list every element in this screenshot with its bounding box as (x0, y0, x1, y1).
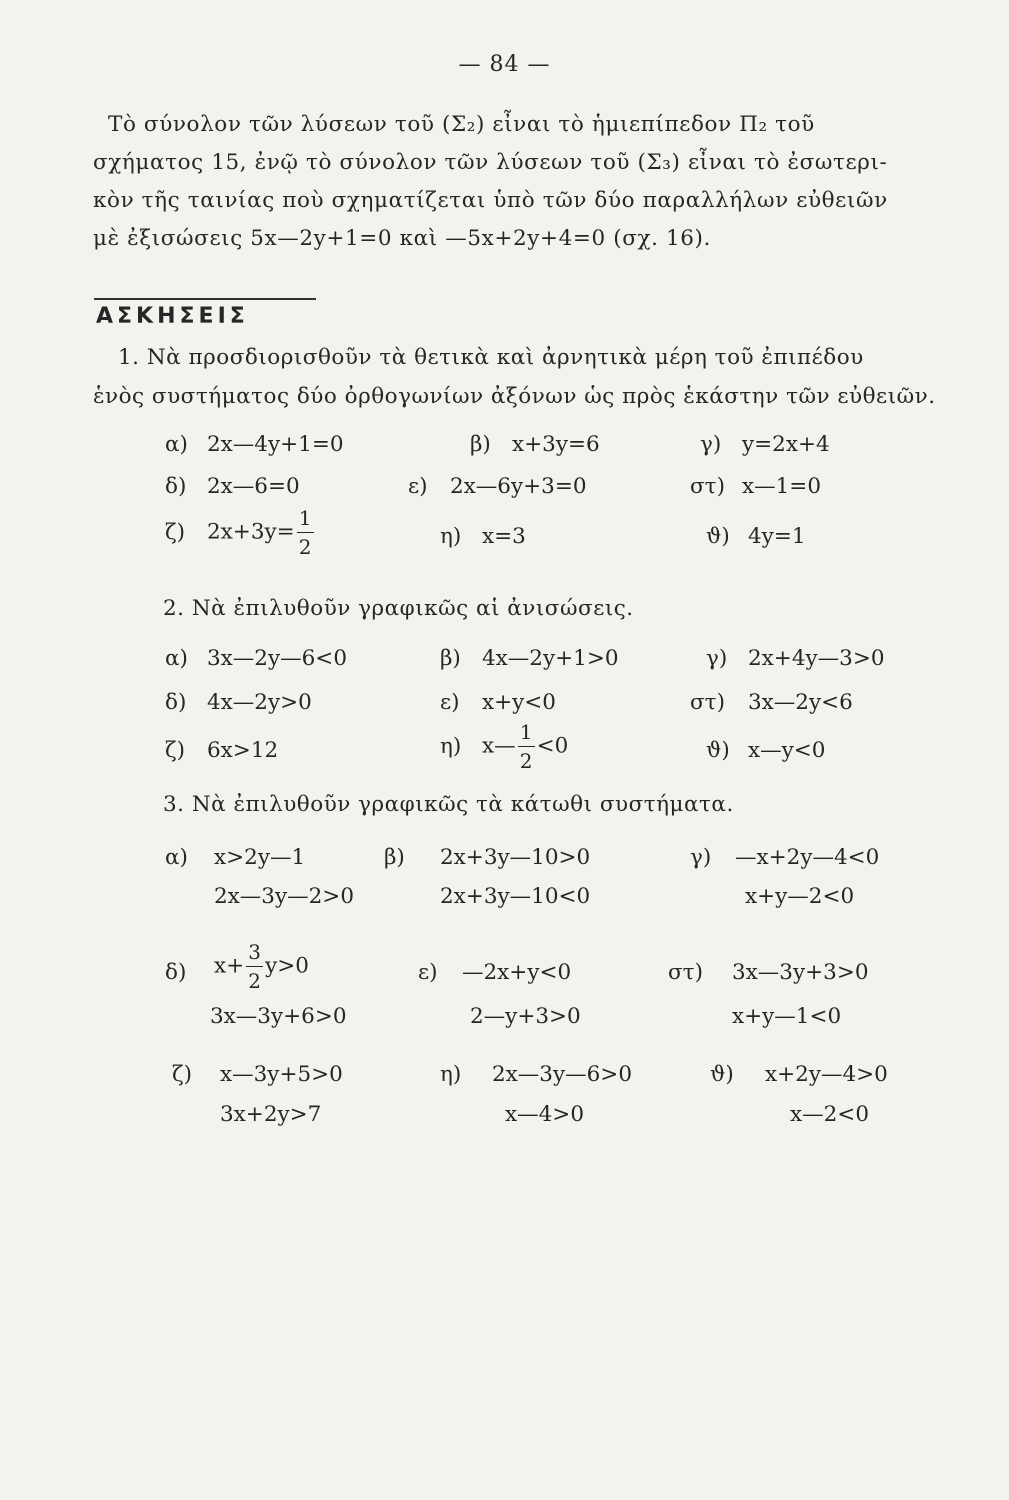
ex3-label-e: ε) (418, 960, 438, 985)
fraction (297, 508, 314, 557)
item-label: ϑ) (706, 524, 730, 549)
item-label: στ) (690, 474, 725, 499)
ex3-z-line-1: x—3y+5>0 (220, 1062, 343, 1087)
ex2-item-h (440, 722, 568, 771)
item-expression: x—y<0 (748, 738, 826, 763)
item-label: ε) (408, 474, 428, 499)
item-label: ζ) (165, 519, 186, 545)
ex2-item-c (706, 646, 885, 671)
item-expression-tail: <0 (536, 733, 569, 759)
ex3-h-line-2: x—4>0 (505, 1102, 584, 1127)
ex3-th-line-2: x—2<0 (790, 1102, 869, 1127)
item-expression: 2x+3y= (207, 519, 295, 545)
item-expression: 3x—2y—6<0 (207, 646, 348, 671)
ex3-label-th: ϑ) (710, 1062, 734, 1087)
intro-line-4: μὲ ἐξισώσεις 5x—2y+1=0 καὶ —5x+2y+4=0 (σχ. 16). (93, 226, 711, 251)
ex2-item-d (165, 690, 312, 715)
ex3-label-c: γ) (690, 845, 712, 870)
item-expression: 2x+4y—3>0 (748, 646, 885, 671)
ex3-st-line-1: 3x—3y+3>0 (732, 960, 869, 985)
item-expression: x+3y=6 (512, 432, 600, 457)
ex2-item-a (165, 646, 347, 671)
item-label: η) (440, 524, 462, 549)
ex1-item-c (700, 432, 830, 457)
intro-line-3: κὸν τῆς ταινίας ποὺ σχηματίζεται ὑπὸ τῶν δύο παραλλήλων εὐθειῶν (93, 188, 888, 213)
ex2-item-th (706, 738, 825, 763)
fraction-numerator: 3 (248, 940, 261, 964)
ex3-label-a: α) (165, 845, 188, 870)
ex3-c-line-2: x+y—2<0 (745, 884, 855, 909)
ex3-h-line-1: 2x—3y—6>0 (492, 1062, 633, 1087)
item-label: α) (165, 646, 188, 671)
fraction (518, 722, 535, 771)
ex2-item-st (690, 690, 853, 715)
item-expression: x— (482, 733, 516, 759)
heading-rule (94, 298, 316, 300)
ex3-z-line-2: 3x+2y>7 (220, 1102, 322, 1127)
fraction-numerator: 1 (298, 506, 312, 530)
ex3-label-st: στ) (668, 960, 703, 985)
ex1-item-th (706, 524, 806, 549)
fraction-bar (297, 532, 314, 533)
item-expression: 3x—2y<6 (748, 690, 853, 715)
item-expression: 2x—6y+3=0 (450, 474, 587, 499)
fraction (246, 942, 263, 991)
item-expression: 4x—2y>0 (207, 690, 312, 715)
item-label: β) (470, 432, 491, 457)
item-expression: 2x—6=0 (207, 474, 300, 499)
item-expression: 4y=1 (748, 524, 806, 549)
item-expression: x=3 (482, 524, 526, 549)
item-expression-tail: y>0 (265, 953, 309, 979)
exercises-heading: ΑΣΚΗΣΕΙΣ (96, 304, 249, 329)
item-label: ζ) (165, 738, 186, 763)
intro-line-2: σχήματος 15, ἐνῷ τὸ σύνολον τῶν λύσεων τοῦ (Σ₃) εἶναι τὸ ἐσωτερι- (93, 150, 888, 175)
ex3-a-line-1: x>2y—1 (214, 845, 306, 870)
ex1-item-a (165, 432, 344, 457)
item-expression: 2x—4y+1=0 (207, 432, 344, 457)
page-number: — 84 — (458, 52, 551, 77)
ex3-d-line-2: 3x—3y+6>0 (210, 1004, 347, 1029)
fraction-denominator: 2 (248, 969, 261, 993)
fraction-bar (246, 966, 263, 967)
ex2-item-e (440, 690, 556, 715)
exercise-3-title: 3. Νὰ ἐπιλυθοῦν γραφικῶς τὰ κάτωθι συστήματα. (163, 792, 734, 817)
ex1-item-b (470, 432, 600, 457)
item-label: δ) (165, 474, 187, 499)
ex3-d-line-1 (214, 942, 309, 991)
item-expression: x+ (214, 953, 245, 979)
intro-line-1: Τὸ σύνολον τῶν λύσεων τοῦ (Σ₂) εἶναι τὸ ἡμιεπίπεδον Π₂ τοῦ (108, 112, 815, 137)
ex1-item-st (690, 474, 821, 499)
item-label: α) (165, 432, 188, 457)
item-expression: 4x—2y+1>0 (482, 646, 619, 671)
ex1-item-e (408, 474, 587, 499)
ex3-b-line-1: 2x+3y—10>0 (440, 845, 591, 870)
ex3-label-z: ζ) (172, 1062, 193, 1087)
fraction-numerator: 1 (519, 720, 533, 744)
ex3-th-line-1: x+2y—4>0 (765, 1062, 888, 1087)
ex3-e-line-1: —2x+y<0 (462, 960, 572, 985)
item-label: ϑ) (706, 738, 730, 763)
ex1-item-z (165, 508, 316, 557)
ex1-item-h (440, 524, 526, 549)
ex1-item-d (165, 474, 300, 499)
ex3-label-b: β) (384, 845, 405, 870)
exercise-2-title: 2. Νὰ ἐπιλυθοῦν γραφικῶς αἱ ἀνισώσεις. (163, 596, 634, 621)
ex3-a-line-2: 2x—3y—2>0 (214, 884, 355, 909)
item-expression: x+y<0 (482, 690, 556, 715)
item-label: η) (440, 733, 462, 759)
exercise-1-line-2: ἑνὸς συστήματος δύο ὀρθογωνίων ἀξόνων ὡς πρὸς ἑκάστην τῶν εὐθειῶν. (93, 384, 936, 409)
fraction-denominator: 2 (298, 535, 312, 559)
item-label: γ) (700, 432, 722, 457)
item-label: δ) (165, 690, 187, 715)
ex3-st-line-2: x+y—1<0 (732, 1004, 842, 1029)
ex2-item-z (165, 738, 278, 763)
item-expression: y=2x+4 (742, 432, 830, 457)
ex3-label-d: δ) (165, 960, 187, 985)
exercise-1-line-1: 1. Νὰ προσδιορισθοῦν τὰ θετικὰ καὶ ἀρνητικὰ μέρη τοῦ ἐπιπέδου (118, 345, 864, 370)
ex3-b-line-2: 2x+3y—10<0 (440, 884, 591, 909)
fraction-bar (518, 746, 535, 747)
item-expression: 6x>12 (207, 738, 279, 763)
ex2-item-b (440, 646, 619, 671)
item-label: γ) (706, 646, 728, 671)
ex3-label-h: η) (440, 1062, 462, 1087)
ex3-e-line-2: 2—y+3>0 (470, 1004, 581, 1029)
fraction-denominator: 2 (519, 749, 533, 773)
item-label: β) (440, 646, 461, 671)
ex3-c-line-1: —x+2y—4<0 (735, 845, 880, 870)
item-expression: x—1=0 (742, 474, 821, 499)
item-label: ε) (440, 690, 460, 715)
item-label: στ) (690, 690, 725, 715)
